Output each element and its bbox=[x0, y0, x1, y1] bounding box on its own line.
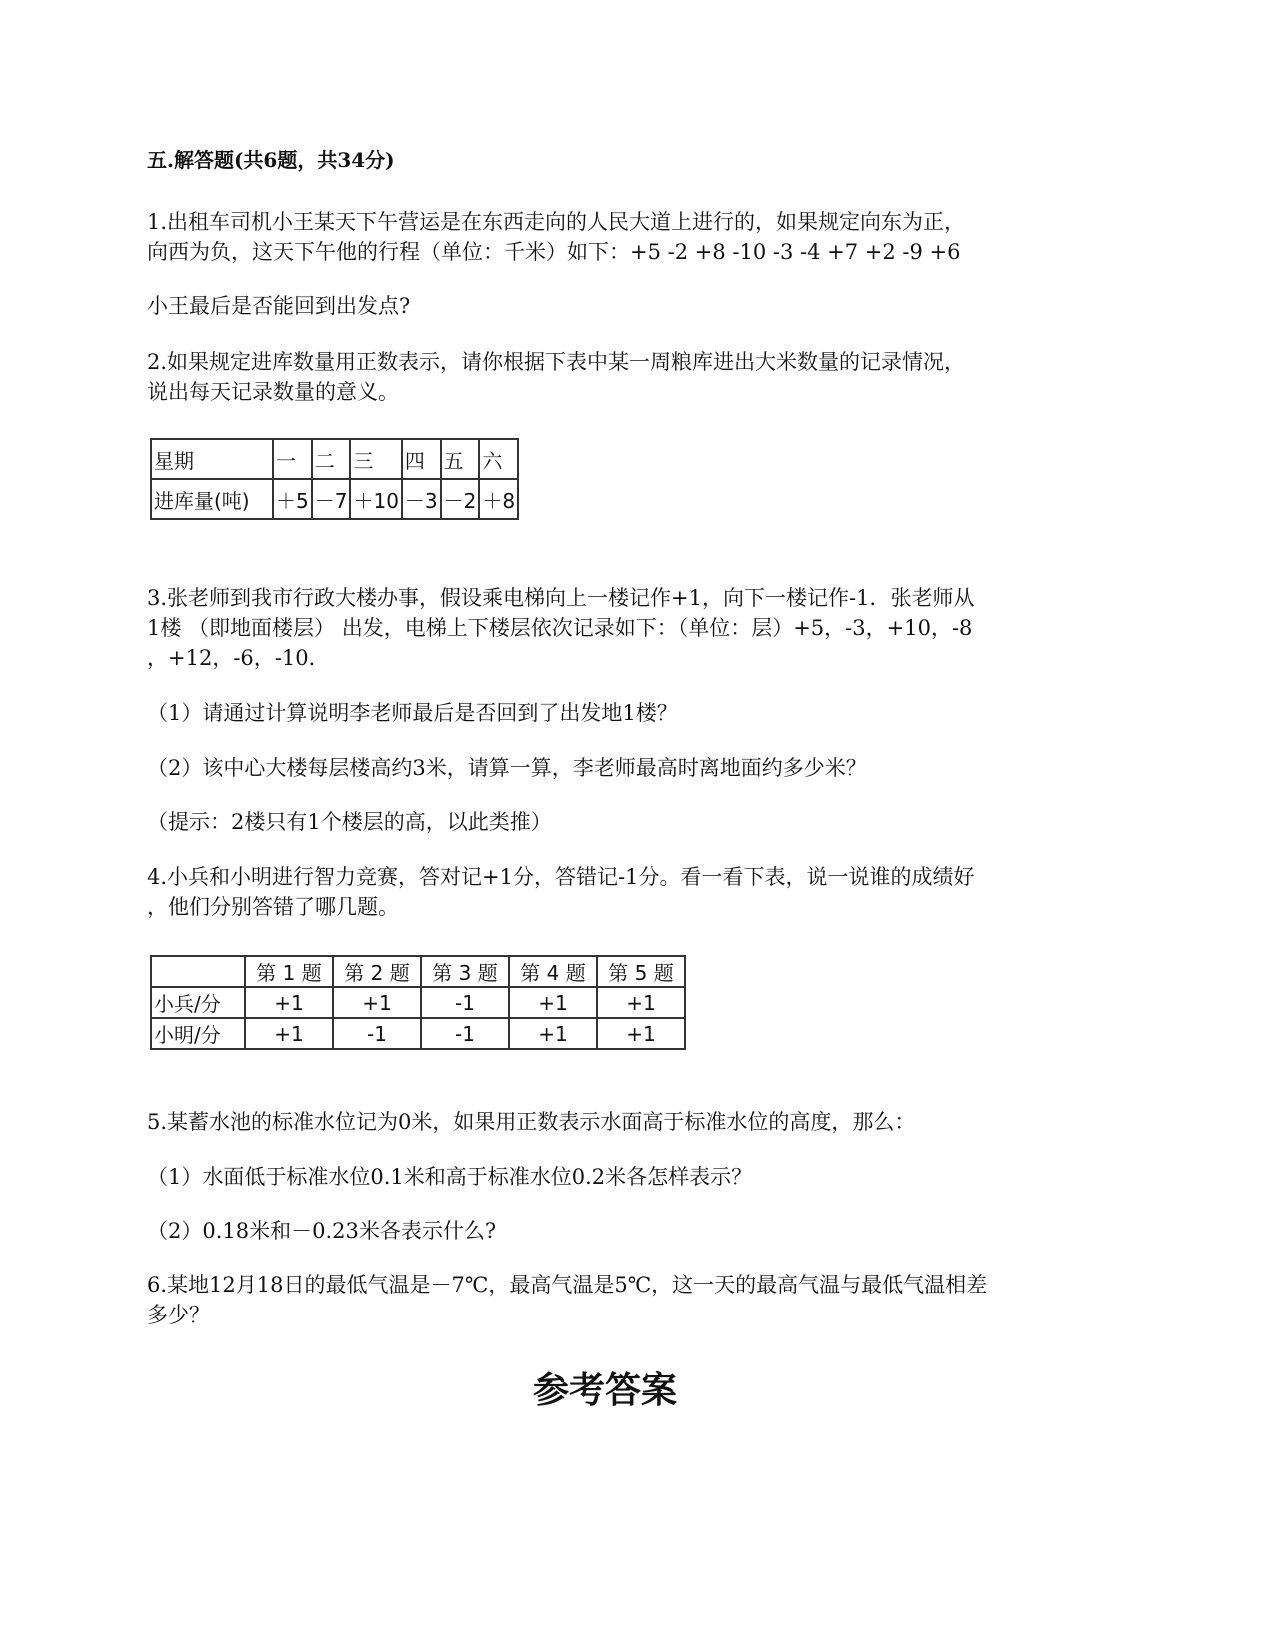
answers-title: 参考答案 bbox=[532, 1369, 677, 1411]
table-cell: 星期 bbox=[151, 439, 273, 479]
table-row bbox=[151, 1018, 685, 1049]
table-cell: +1 bbox=[597, 1018, 685, 1049]
table-cell: -1 bbox=[333, 1018, 421, 1049]
q5-sub1: （1）水面低于标准水位0.1米和高于标准水位0.2米各怎样表示？ bbox=[147, 1165, 753, 1189]
quiz-score-table bbox=[150, 955, 686, 1050]
table-cell: +1 bbox=[509, 987, 597, 1018]
table-cell: －3 bbox=[402, 479, 441, 519]
q1-line2: 向西为负，这天下午他的行程（单位：千米）如下：+5 -2 +8 -10 -3 -4 +7 +2 -9 +6 bbox=[147, 240, 961, 264]
table-cell: 一 bbox=[273, 439, 312, 479]
q5-sub2: （2）0.18米和－0.23米各表示什么? bbox=[147, 1219, 497, 1243]
table-row bbox=[151, 479, 518, 519]
q3-line2: 1楼 （即地面楼层） 出发，电梯上下楼层依次记录如下：（单位：层）+5，-3，+10，-8 bbox=[147, 616, 973, 640]
table-cell: ＋10 bbox=[350, 479, 401, 519]
table-cell: +1 bbox=[245, 1018, 333, 1049]
table-cell: ＋5 bbox=[273, 479, 312, 519]
table-cell: +1 bbox=[333, 987, 421, 1018]
q2-line1: 2.如果规定进库数量用正数表示，请你根据下表中某一周粮库进出大米数量的记录情况， bbox=[147, 350, 966, 374]
table-cell: -1 bbox=[421, 1018, 509, 1049]
section-title: 五.解答题(共6题，共34分) bbox=[147, 148, 395, 172]
q3-sub2: （2）该中心大楼每层楼高约3米，请算一算，李老师最高时离地面约多少米？ bbox=[147, 756, 867, 780]
table-cell: +1 bbox=[509, 1018, 597, 1049]
table-cell: 第 1 题 bbox=[245, 956, 333, 987]
q5-line1: 5.某蓄水池的标准水位记为0米，如果用正数表示水面高于标准水位的高度，那么： bbox=[147, 1110, 916, 1134]
table-row bbox=[151, 439, 518, 479]
table-cell: 第 2 题 bbox=[333, 956, 421, 987]
warehouse-table bbox=[150, 438, 519, 520]
q4-line2: ，他们分别答错了哪几题。 bbox=[147, 895, 399, 919]
table-cell bbox=[151, 956, 245, 987]
table-cell: 六 bbox=[479, 439, 518, 479]
q1-line1: 1.出租车司机小王某天下午营运是在东西走向的人民大道上进行的，如果规定向东为正， bbox=[147, 210, 966, 234]
table-cell: 进库量(吨) bbox=[151, 479, 273, 519]
table-cell: －2 bbox=[441, 479, 480, 519]
q6-line2: 多少？ bbox=[147, 1303, 210, 1327]
table-cell: 小兵/分 bbox=[151, 987, 245, 1018]
table-cell: 第 4 题 bbox=[509, 956, 597, 987]
table-cell: ＋8 bbox=[479, 479, 518, 519]
table-cell: 五 bbox=[441, 439, 480, 479]
q3-line1: 3.张老师到我市行政大楼办事，假设乘电梯向上一楼记作+1，向下一楼记作-1．张老师从 bbox=[147, 586, 975, 610]
table-cell: 小明/分 bbox=[151, 1018, 245, 1049]
table-cell: +1 bbox=[597, 987, 685, 1018]
table-cell: 三 bbox=[350, 439, 401, 479]
table-cell: 第 3 题 bbox=[421, 956, 509, 987]
table-cell: 四 bbox=[402, 439, 441, 479]
table-cell: －7 bbox=[312, 479, 351, 519]
q6-line1: 6.某地12月18日的最低气温是－7℃，最高气温是5℃，这一天的最高气温与最低气温相差 bbox=[147, 1273, 988, 1297]
table-cell: +1 bbox=[245, 987, 333, 1018]
table-cell: 二 bbox=[312, 439, 351, 479]
table-cell: -1 bbox=[421, 987, 509, 1018]
q3-hint: （提示：2楼只有1个楼层的高，以此类推） bbox=[147, 810, 552, 834]
q4-line1: 4.小兵和小明进行智力竞赛，答对记+1分，答错记-1分。看一看下表，说一说谁的成绩好 bbox=[147, 865, 975, 889]
q3-sub1: （1）请通过计算说明李老师最后是否回到了出发地1楼？ bbox=[147, 701, 678, 725]
table-cell: 第 5 题 bbox=[597, 956, 685, 987]
q3-line3: ，+12，-6，-10． bbox=[147, 646, 330, 670]
table-row bbox=[151, 987, 685, 1018]
table-row bbox=[151, 956, 685, 987]
q2-line2: 说出每天记录数量的意义。 bbox=[147, 380, 399, 404]
q1-question: 小王最后是否能回到出发点? bbox=[147, 294, 411, 318]
